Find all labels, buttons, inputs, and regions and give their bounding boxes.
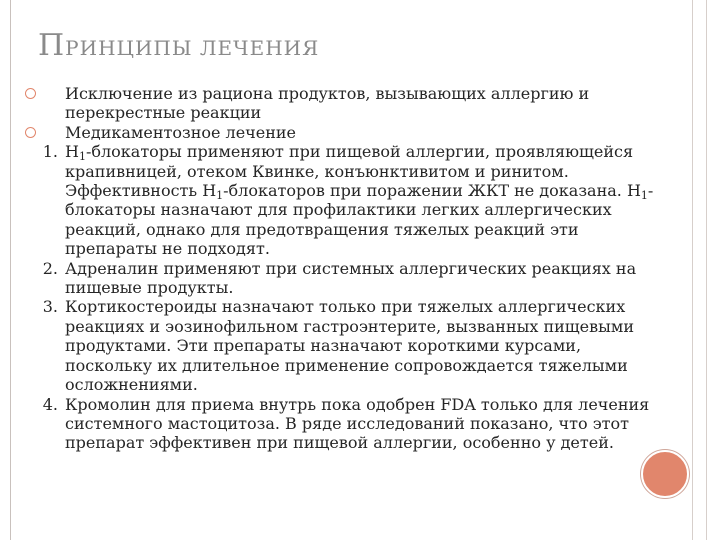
bullet-circle-icon [25, 127, 36, 138]
bullet-item [22, 123, 662, 142]
title-first-letter: П [38, 28, 66, 63]
bullet-text: Медикаментозное лечение [65, 122, 297, 142]
item-text-part: -блокаторы назначают для профилактики легких аллергических реакций, однако для предотвращения тяжелых реакций эти препараты не подходят. [65, 181, 654, 259]
item-number: 3. [42, 297, 58, 317]
slide-title [38, 28, 319, 63]
title-rest: РИНЦИПЫ ЛЕЧЕНИЯ [65, 36, 320, 60]
numbered-item [22, 395, 662, 453]
item-number: 1. [42, 142, 58, 162]
numbered-item [22, 142, 662, 258]
frame-line-left [10, 0, 11, 540]
subscript: 1 [78, 150, 86, 164]
item-number: 4. [42, 394, 58, 414]
item-text-part: H [65, 142, 79, 162]
decorative-circle [641, 450, 689, 498]
bullet-item [22, 84, 662, 123]
subscript: 1 [216, 189, 224, 203]
item-text: Кромолин для приема внутрь пока одобрен FDA только для лечения системного мастоцитоза. В ряде исследований показано, что этот препарат эффективен при пищевой аллергии, особенно у детей. [65, 394, 650, 453]
numbered-item [22, 259, 662, 298]
frame-line-right-inner [692, 0, 693, 540]
frame-line-right-outer [706, 0, 707, 540]
slide-content [22, 84, 662, 453]
item-text-part: -блокаторы применяют при пищевой аллергии, проявляющейся крапивницей, отеком Квинке, конъюнктивитом и ринитом. Эффективность H [65, 142, 634, 201]
numbered-item [22, 297, 662, 394]
item-text-part: -блокаторов при поражении ЖКТ не доказана. H [223, 181, 641, 201]
bullet-text: Исключение из рациона продуктов, вызывающих аллергию и перекрестные реакции [65, 84, 590, 123]
item-text: Адреналин применяют при системных аллергических реакциях на пищевые продукты. [65, 258, 637, 298]
item-text: Кортикостероиды назначают только при тяжелых аллергических реакциях и эозинофильном гастроэнтерите, вызванных пищевыми продуктами. Эти препараты назначают короткими курсами, поскольку их длительное применение сопровождается тяжелыми осложнениями. [65, 297, 634, 395]
bullet-circle-icon [25, 88, 36, 99]
item-number: 2. [42, 258, 58, 278]
subscript: 1 [640, 189, 648, 203]
